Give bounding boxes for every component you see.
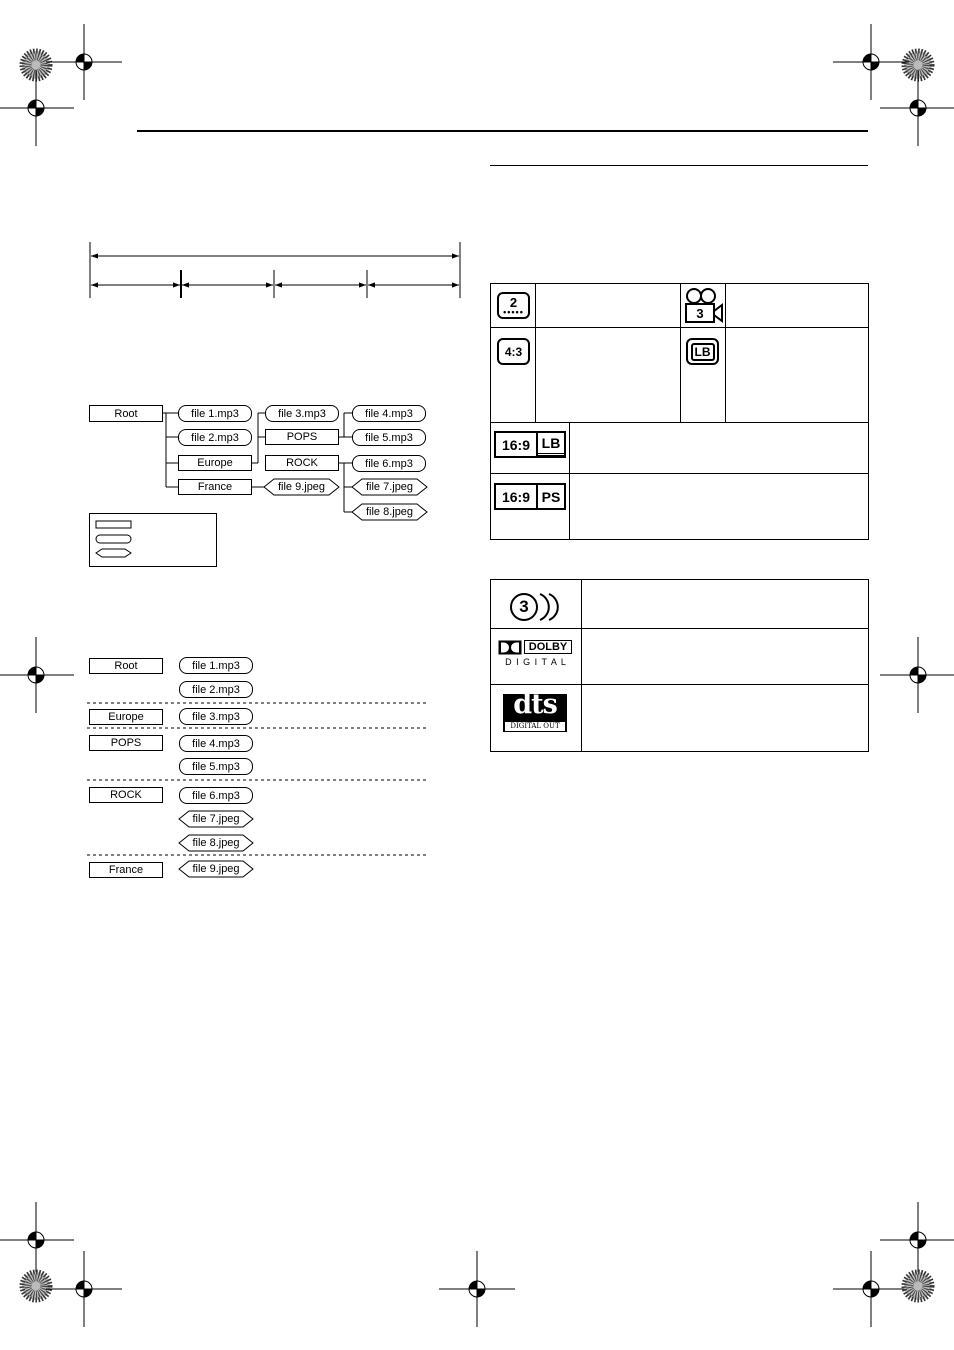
file-3: file 3.mp3 xyxy=(265,405,339,422)
folder-pops: POPS xyxy=(265,429,339,445)
order-folder-root: Root xyxy=(89,658,163,674)
file-4: file 4.mp3 xyxy=(352,405,426,422)
file-2: file 2.mp3 xyxy=(178,429,252,446)
table-divider xyxy=(535,283,536,422)
order-file-1: file 1.mp3 xyxy=(179,657,253,674)
wide-panscan-icon xyxy=(494,483,566,510)
dolby-digital-text: D I G I T A L xyxy=(505,657,567,667)
folder-rock: ROCK xyxy=(265,455,339,471)
order-file-4: file 4.mp3 xyxy=(179,735,253,752)
audio-number: 3 xyxy=(519,597,529,616)
dolby-double-d-icon xyxy=(498,640,522,656)
dts-logo xyxy=(503,689,567,732)
table-divider xyxy=(680,283,681,422)
order-file-3: file 3.mp3 xyxy=(179,708,253,725)
table-divider xyxy=(490,473,869,474)
file-7: file 7.jpeg xyxy=(365,481,414,493)
subtitle-dots: ••••• xyxy=(503,307,524,317)
wide-letterbox-icon xyxy=(494,431,566,458)
angle-number: 3 xyxy=(696,306,704,321)
dolby-digital-logo xyxy=(498,639,574,669)
letterbox-icon xyxy=(686,338,719,365)
order-folder-pops: POPS xyxy=(89,735,163,751)
order-file-9: file 9.jpeg xyxy=(192,863,240,875)
wide-ratio-label: 16:9 xyxy=(496,433,538,456)
order-file-6: file 6.mp3 xyxy=(179,787,253,804)
order-file-8: file 8.jpeg xyxy=(192,837,240,849)
order-folder-france: France xyxy=(89,862,163,878)
aspect-4-3-icon: 4:3 xyxy=(497,338,530,365)
order-file-7: file 7.jpeg xyxy=(192,813,240,825)
folder-france: France xyxy=(178,479,252,495)
table-divider xyxy=(490,422,869,423)
wide-ratio-label: 16:9 xyxy=(496,485,538,508)
subtitle-icon xyxy=(497,292,530,319)
table-divider xyxy=(569,422,570,540)
wide-lb-label: LB xyxy=(538,433,564,456)
order-file-2: file 2.mp3 xyxy=(179,681,253,698)
table-divider xyxy=(490,628,869,629)
table-divider xyxy=(490,684,869,685)
order-folder-rock: ROCK xyxy=(89,787,163,803)
subtitle-number: 2 xyxy=(509,295,518,310)
dolby-word: DOLBY xyxy=(524,640,572,654)
letterbox-label: LB xyxy=(691,343,715,361)
file-6: file 6.mp3 xyxy=(352,455,426,472)
order-file-5: file 5.mp3 xyxy=(179,758,253,775)
folder-europe: Europe xyxy=(178,455,252,471)
dts-wordmark: dts xyxy=(513,689,557,720)
file-8: file 8.jpeg xyxy=(365,506,414,518)
order-folder-europe: Europe xyxy=(89,709,163,725)
folder-root: Root xyxy=(89,405,163,422)
file-9: file 9.jpeg xyxy=(277,481,326,493)
file-1: file 1.mp3 xyxy=(178,405,252,422)
wide-ps-label: PS xyxy=(541,488,561,505)
dts-digital-out: DIGITAL OUT xyxy=(505,722,565,731)
table-divider xyxy=(581,579,582,752)
file-5: file 5.mp3 xyxy=(352,429,426,446)
